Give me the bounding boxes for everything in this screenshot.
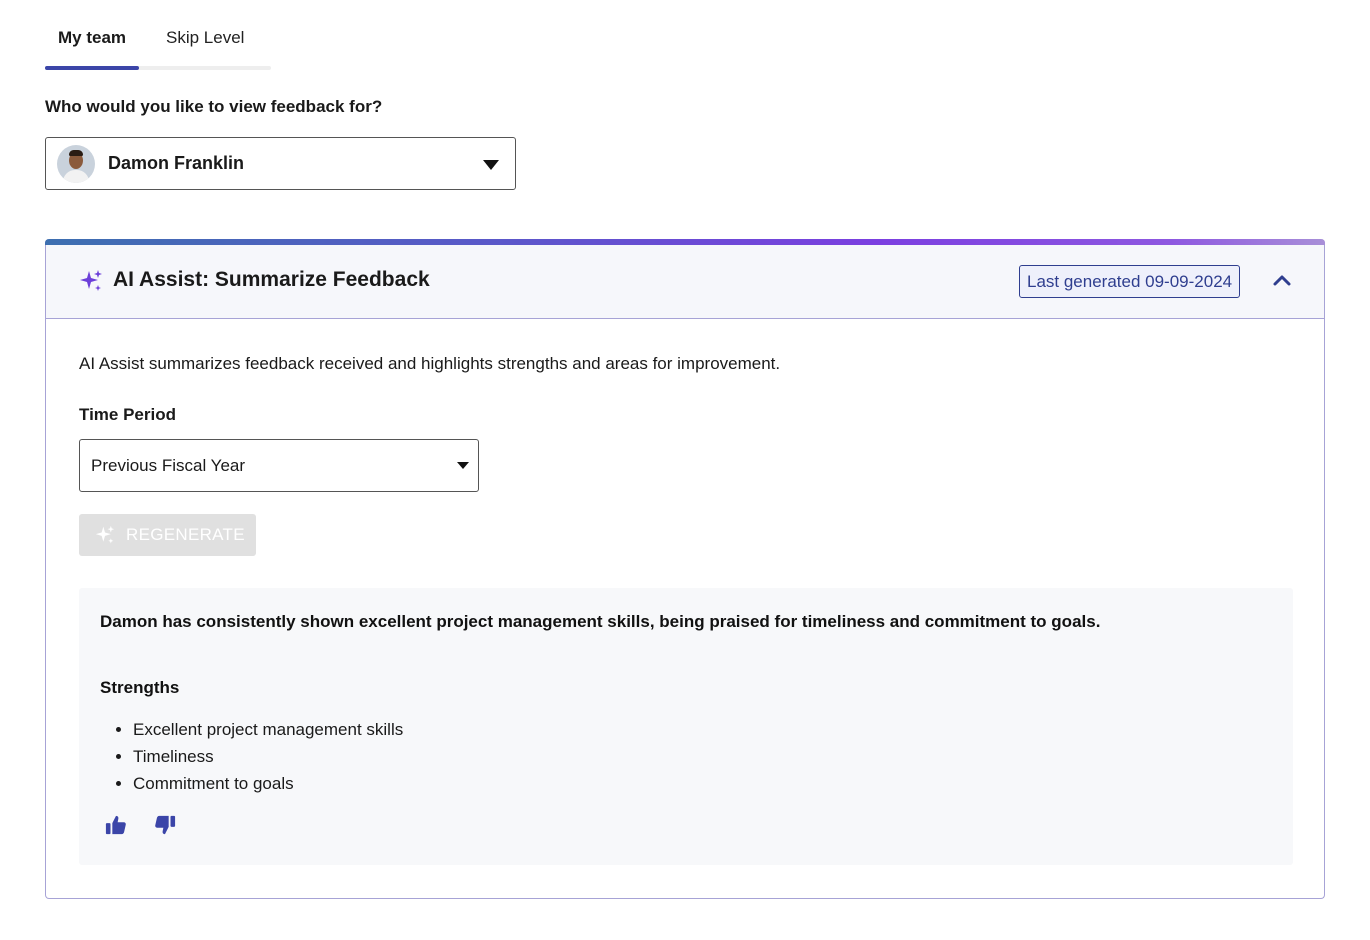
chevron-up-icon[interactable] — [1272, 271, 1292, 291]
person-select[interactable] — [45, 137, 516, 190]
strengths-heading: Strengths — [100, 678, 180, 697]
active-tab-indicator — [45, 66, 139, 70]
tab-bar — [45, 18, 271, 70]
regenerate-button[interactable] — [79, 514, 256, 556]
time-period-value: Previous Fiscal Year — [91, 456, 246, 475]
strengths-list — [133, 716, 403, 797]
summary-lead: Damon has consistently shown excellent project management skills, being praised for timeliness and commitment to goals. — [100, 612, 1101, 631]
ai-assist-header[interactable] — [46, 245, 1324, 319]
summary-panel — [79, 588, 1293, 865]
chevron-down-icon — [483, 160, 499, 170]
view-feedback-question: Who would you like to view feedback for? — [45, 97, 383, 116]
time-period-label: Time Period — [79, 405, 176, 424]
list-item: • Excellent project management skills — [133, 716, 403, 743]
thumbs-down-icon[interactable] — [154, 814, 176, 836]
last-generated-badge: Last generated 09-09-2024 — [1019, 265, 1240, 298]
ai-assist-title: AI Assist: Summarize Feedback — [113, 268, 430, 291]
time-period-select[interactable] — [79, 439, 479, 492]
sparkle-icon — [95, 525, 115, 545]
regenerate-label: REGENERATE — [126, 525, 245, 544]
sparkle-icon — [79, 269, 103, 293]
avatar — [57, 145, 95, 183]
list-item: • Commitment to goals — [133, 770, 403, 797]
tab-skip-level[interactable]: Skip Level — [166, 28, 245, 47]
selected-person-name: Damon Franklin — [108, 153, 245, 173]
caret-down-icon — [457, 462, 469, 469]
list-item: • Timeliness — [133, 743, 403, 770]
tab-my-team[interactable]: My team — [57, 28, 127, 47]
ai-assist-description: AI Assist summarizes feedback received and highlights strengths and areas for improvement. — [79, 354, 781, 373]
thumbs-up-icon[interactable] — [105, 814, 127, 836]
ai-assist-card — [45, 239, 1325, 899]
